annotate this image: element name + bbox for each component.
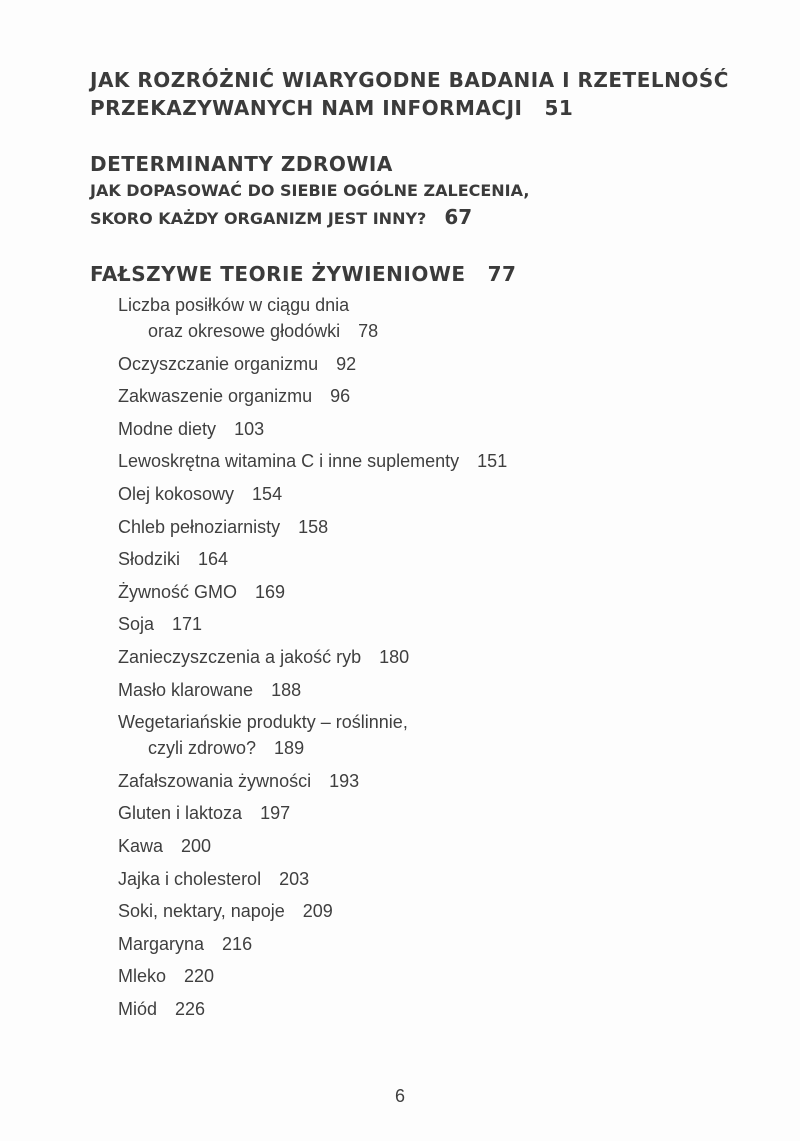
section-subtitle-text: SKORO KAŻDY ORGANIZM JEST INNY?: [90, 209, 427, 228]
toc-entry-title-continued: czyli zdrowo?: [148, 738, 257, 759]
toc-entry-page-number: 188: [271, 679, 302, 700]
toc-entry-page-number: 200: [181, 835, 212, 856]
toc-entry: [118, 292, 507, 344]
toc-entry-title: Olej kokosowy: [118, 483, 235, 504]
toc-section-false-theories: [90, 260, 516, 288]
toc-entry-page-number: 189: [274, 738, 305, 759]
toc-entry: [118, 709, 507, 761]
toc-entry: [118, 963, 507, 989]
toc-entry-title: Zakwaszenie organizmu: [118, 386, 313, 407]
toc-entry-title: Gluten i laktoza: [118, 803, 243, 824]
toc-entry-title: Żywność GMO: [118, 581, 238, 602]
toc-entry: [118, 996, 507, 1022]
toc-entry-page-number: 151: [477, 451, 508, 472]
toc-entry-title: Chleb pełnoziarnisty: [118, 516, 281, 537]
toc-section-research: [90, 66, 729, 122]
toc-entry-page-number: 169: [255, 581, 286, 602]
toc-entry-page-number: 96: [330, 386, 351, 407]
toc-entry-page-number: 171: [172, 614, 203, 635]
toc-entry-title: Liczba posiłków w ciągu dnia: [118, 295, 350, 315]
toc-entry: [118, 546, 507, 572]
toc-entry: [118, 481, 507, 507]
toc-entry-title: Margaryna: [118, 933, 205, 954]
toc-entry: [118, 677, 507, 703]
page-folio: 6: [394, 1086, 405, 1106]
section-page-number: 67: [444, 205, 473, 229]
toc-entry-page-number: 209: [302, 901, 333, 922]
toc-entry-title: Zanieczyszczenia a jakość ryb: [118, 646, 362, 667]
toc-entry: [118, 514, 507, 540]
toc-entry-title: Soki, nektary, napoje: [118, 901, 285, 922]
toc-entry-title: Oczyszczanie organizmu: [118, 353, 319, 374]
section-heading: [90, 260, 516, 288]
toc-entry: [118, 383, 507, 409]
toc-entry: [118, 416, 507, 442]
toc-section-determinants: [90, 150, 529, 232]
toc-entry-page-number: 158: [298, 516, 329, 537]
toc-entry-page-number: 103: [234, 418, 265, 439]
toc-entry-title: Lewoskrętna witamina C i inne suplementy: [118, 451, 460, 472]
toc-entry: [118, 644, 507, 670]
toc-entry-title: Mleko: [118, 966, 167, 987]
toc-entry-list: [118, 292, 507, 1028]
toc-entry: [118, 800, 507, 826]
toc-entry-page-number: 197: [260, 803, 291, 824]
toc-entry: [118, 611, 507, 637]
toc-entry-page-number: 203: [279, 868, 310, 889]
section-heading-text: PRZEKAZYWANYCH NAM INFORMACJI: [90, 96, 523, 120]
toc-entry-continuation: [118, 318, 507, 344]
toc-entry-page-number: 220: [184, 966, 215, 987]
toc-entry: [118, 768, 507, 794]
toc-entry-title: Jajka i cholesterol: [118, 868, 262, 889]
toc-entry-title-continued: oraz okresowe głodówki: [148, 321, 341, 341]
toc-entry: [118, 931, 507, 957]
toc-entry: [118, 579, 507, 605]
section-heading: DETERMINANTY ZDROWIA: [90, 152, 393, 176]
toc-entry-page-number: 180: [379, 646, 410, 667]
toc-entry: [118, 351, 507, 377]
toc-entry-page-number: 164: [198, 549, 229, 570]
toc-entry-title: Kawa: [118, 835, 164, 856]
toc-entry-page-number: 78: [358, 321, 379, 341]
toc-entry-page-number: 226: [175, 998, 206, 1019]
toc-entry-page-number: 216: [222, 933, 253, 954]
toc-entry-title: Soja: [118, 614, 155, 635]
toc-entry-page-number: 193: [329, 770, 360, 791]
toc-entry-title: Zafałszowania żywności: [118, 770, 312, 791]
section-subtitle-line: JAK DOPASOWAĆ DO SIEBIE OGÓLNE ZALECENIA,: [90, 181, 530, 200]
toc-entry-title: Masło klarowane: [118, 679, 254, 700]
section-subtitle-line: [90, 204, 529, 232]
section-page-number: 51: [544, 96, 574, 120]
section-page-number: 77: [487, 262, 517, 286]
toc-entry-title: Wegetariańskie produkty – roślinnie,: [118, 712, 408, 733]
section-heading-line: [90, 94, 729, 122]
toc-entry-page-number: 154: [252, 483, 283, 504]
toc-entry-title: Słodziki: [118, 549, 181, 570]
section-heading-line: JAK ROZRÓŻNIĆ WIARYGODNE BADANIA I RZETELNOŚĆ: [90, 68, 729, 92]
toc-entry-title: Miód: [118, 998, 158, 1019]
toc-entry-title: Modne diety: [118, 418, 217, 439]
toc-entry: [118, 833, 507, 859]
toc-entry-page-number: 92: [336, 353, 357, 374]
toc-entry: [118, 448, 507, 474]
section-heading-text: FAŁSZYWE TEORIE ŻYWIENIOWE: [90, 262, 466, 286]
toc-entry-continuation: [118, 735, 507, 761]
toc-entry: [118, 898, 507, 924]
toc-entry: [118, 866, 507, 892]
